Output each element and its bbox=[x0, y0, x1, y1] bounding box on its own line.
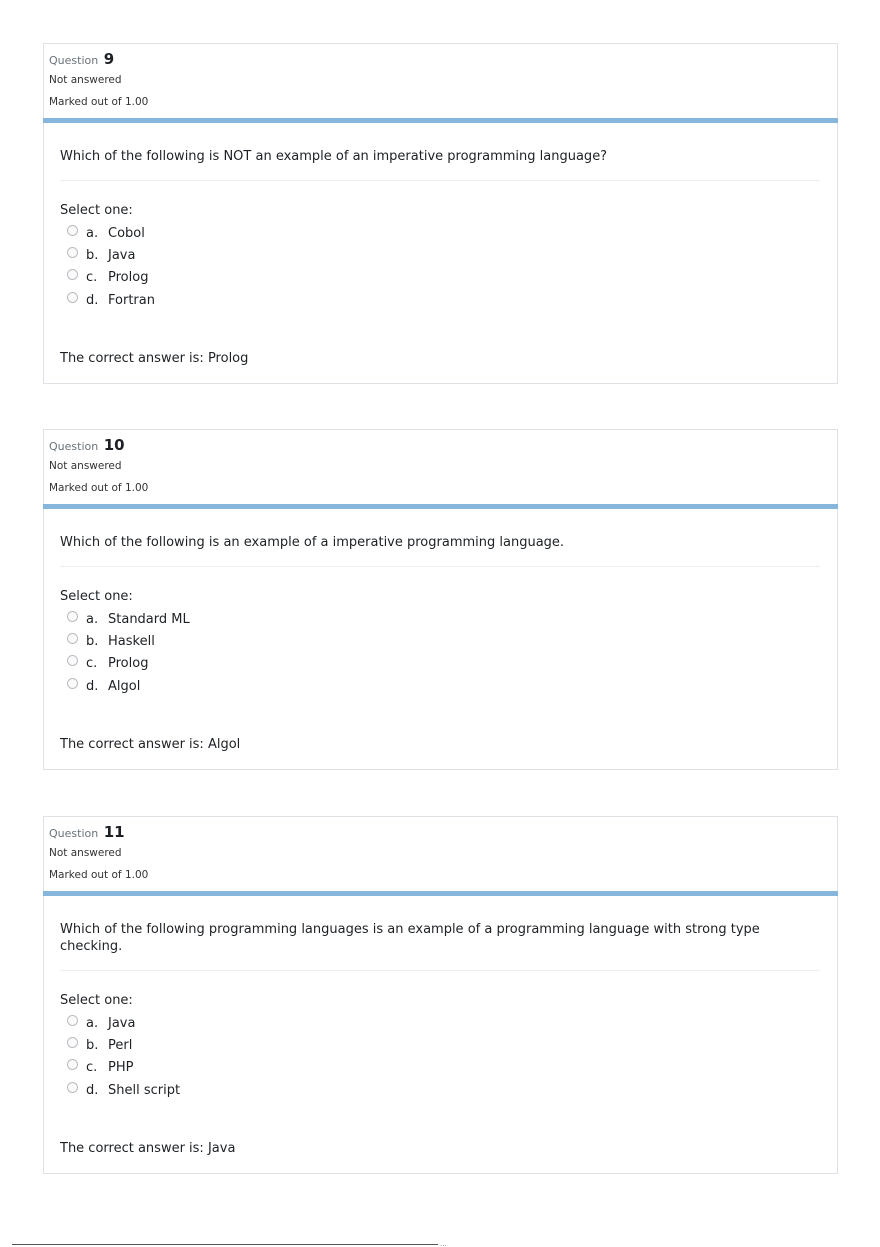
answer-option-c[interactable] bbox=[60, 1057, 820, 1079]
answer-option-b[interactable] bbox=[60, 630, 820, 652]
question-label: Question bbox=[49, 54, 99, 67]
answer-option-c[interactable] bbox=[60, 267, 820, 289]
answer-list bbox=[60, 1012, 820, 1101]
answer-option-d[interactable] bbox=[60, 675, 820, 697]
question-info bbox=[44, 430, 837, 504]
option-letter: c. bbox=[86, 1060, 98, 1076]
question-number-value: 11 bbox=[103, 823, 125, 841]
radio-button[interactable] bbox=[67, 1015, 78, 1026]
answer-option-d[interactable] bbox=[60, 289, 820, 311]
correct-answer-feedback: The correct answer is: Java bbox=[60, 1141, 236, 1157]
question-info bbox=[44, 817, 837, 891]
footer-text: ... bbox=[440, 1240, 447, 1247]
question-grade: Marked out of 1.00 bbox=[49, 869, 149, 881]
question-text: Which of the following is an example of a imperative programming language. bbox=[60, 509, 820, 567]
question-label: Question bbox=[49, 827, 99, 840]
answer-list bbox=[60, 608, 820, 697]
question-text: Which of the following is NOT an example of an imperative programming language? bbox=[60, 123, 820, 181]
radio-button[interactable] bbox=[67, 292, 78, 303]
footer-rule bbox=[12, 1244, 438, 1245]
question-number-value: 9 bbox=[103, 50, 115, 68]
question-number-value: 10 bbox=[103, 436, 125, 454]
question-grade: Marked out of 1.00 bbox=[49, 96, 149, 108]
answer-option-a[interactable] bbox=[60, 1012, 820, 1034]
radio-button[interactable] bbox=[67, 655, 78, 666]
question-label: Question bbox=[49, 440, 99, 453]
option-letter: d. bbox=[86, 1082, 99, 1098]
answer-option-d[interactable] bbox=[60, 1079, 820, 1101]
question-content bbox=[44, 123, 837, 383]
radio-button[interactable] bbox=[67, 1082, 78, 1093]
option-letter: c. bbox=[86, 656, 98, 672]
option-text: Standard ML bbox=[108, 611, 190, 627]
question-info bbox=[44, 44, 837, 118]
question-content bbox=[44, 509, 837, 769]
answer-option-c[interactable] bbox=[60, 653, 820, 675]
option-letter: d. bbox=[86, 292, 99, 308]
question-block-9 bbox=[43, 43, 838, 384]
question-number bbox=[49, 51, 832, 69]
question-block-10 bbox=[43, 429, 838, 770]
radio-button[interactable] bbox=[67, 1059, 78, 1070]
option-letter: b. bbox=[86, 633, 99, 649]
radio-button[interactable] bbox=[67, 633, 78, 644]
option-letter: a. bbox=[86, 1015, 99, 1031]
question-number bbox=[49, 437, 832, 455]
option-letter: d. bbox=[86, 678, 99, 694]
option-text: Java bbox=[108, 1015, 136, 1031]
option-letter: a. bbox=[86, 225, 99, 241]
question-state: Not answered bbox=[49, 847, 122, 859]
answer-option-b[interactable] bbox=[60, 244, 820, 266]
radio-button[interactable] bbox=[67, 269, 78, 280]
option-text: Algol bbox=[108, 678, 141, 694]
option-text: Cobol bbox=[108, 225, 145, 241]
answer-option-a[interactable] bbox=[60, 608, 820, 630]
option-letter: c. bbox=[86, 270, 98, 286]
answer-list bbox=[60, 222, 820, 311]
answer-prompt: Select one: bbox=[60, 203, 133, 218]
question-block-11 bbox=[43, 816, 838, 1174]
radio-button[interactable] bbox=[67, 611, 78, 622]
option-text: Shell script bbox=[108, 1082, 181, 1098]
answer-option-b[interactable] bbox=[60, 1034, 820, 1056]
option-text: Perl bbox=[108, 1037, 133, 1053]
option-letter: a. bbox=[86, 611, 99, 627]
radio-button[interactable] bbox=[67, 1037, 78, 1048]
correct-answer-feedback: The correct answer is: Prolog bbox=[60, 351, 249, 367]
question-state: Not answered bbox=[49, 74, 122, 86]
option-text: Fortran bbox=[108, 292, 155, 308]
question-text: Which of the following programming languages is an example of a programming language with strong type checking. bbox=[60, 896, 820, 971]
option-text: PHP bbox=[108, 1060, 134, 1076]
correct-answer-feedback: The correct answer is: Algol bbox=[60, 737, 241, 753]
option-text: Haskell bbox=[108, 633, 155, 649]
answer-prompt: Select one: bbox=[60, 993, 133, 1008]
option-text: Java bbox=[108, 247, 136, 263]
question-content bbox=[44, 896, 837, 1173]
option-text: Prolog bbox=[108, 656, 149, 672]
option-letter: b. bbox=[86, 1037, 99, 1053]
radio-button[interactable] bbox=[67, 678, 78, 689]
question-number bbox=[49, 824, 832, 842]
question-grade: Marked out of 1.00 bbox=[49, 482, 149, 494]
answer-option-a[interactable] bbox=[60, 222, 820, 244]
answer-prompt: Select one: bbox=[60, 589, 133, 604]
radio-button[interactable] bbox=[67, 247, 78, 258]
option-text: Prolog bbox=[108, 270, 149, 286]
radio-button[interactable] bbox=[67, 225, 78, 236]
question-state: Not answered bbox=[49, 460, 122, 472]
option-letter: b. bbox=[86, 247, 99, 263]
